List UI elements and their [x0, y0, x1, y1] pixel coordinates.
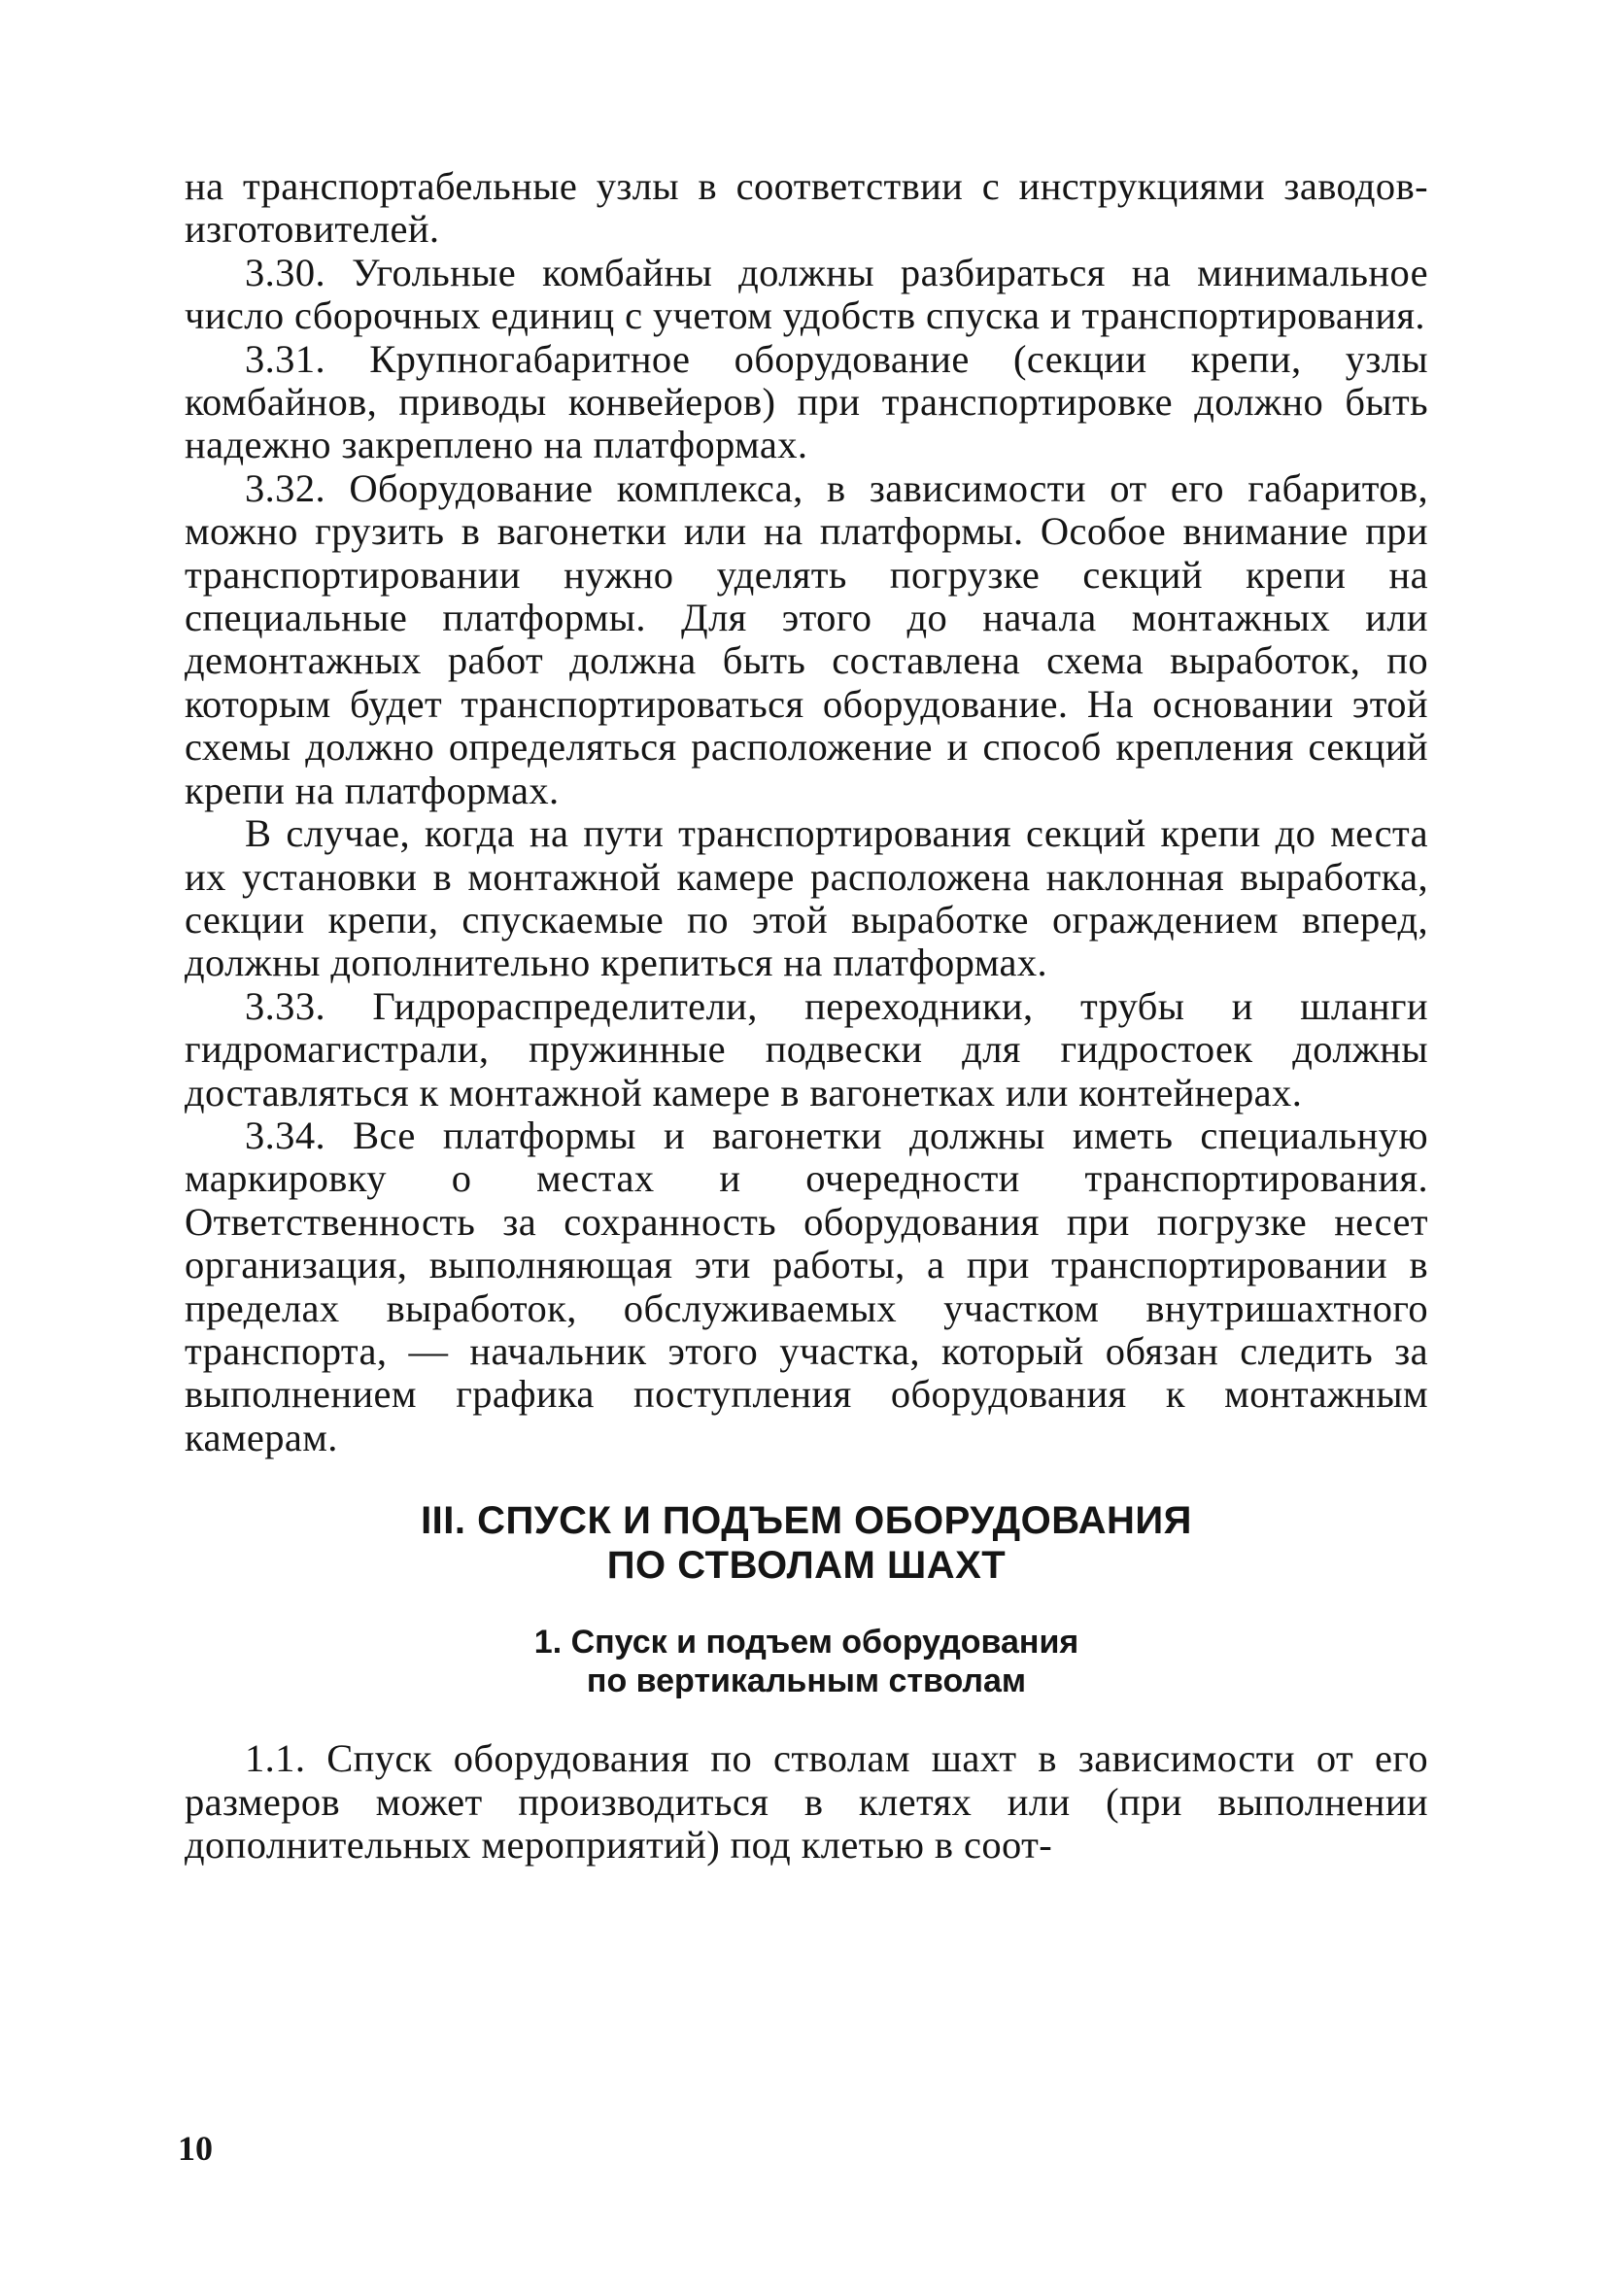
paragraph-3-34: 3.34. Все платформы и вагонетки должны иметь специальную маркировку о местах и очередности транспортирования. Ответственность за сохранность оборудования при погрузке несет организация, выполняющая эти работы, а при транспортировании в пределах выработок, обслуживаемых участком внутришахтного транспорта, — начальник этого участка, который обязан следить за выполнением графика поступления оборудования к монтажным камерам. — [185, 1113, 1428, 1459]
paragraph-3-32: 3.32. Оборудование комплекса, в зависимости от его габаритов, можно грузить в вагонетки или на платформы. Особое внимание при транспортировании нужно уделять погрузке секций крепи на специальные платформы. Для этого до начала монтажных или демонтажных работ должна быть составлена схема выработок, по которым будет транспортироваться оборудование. На основании этой схемы должно определяться расположение и способ крепления секций крепи на платформах. — [185, 465, 1428, 812]
paragraph-3-33: 3.33. Гидрораспределители, переходники, трубы и шланги гидромагистрали, пружинные подвески для гидростоек должны доставляться к монтажной камере в вагонетках или контейнерах. — [185, 983, 1428, 1114]
subsection-heading-line2: по вертикальным стволам — [586, 1662, 1027, 1700]
page-number: 10 — [178, 2129, 213, 2168]
paragraph-continuation: на транспортабельные узлы в соответствии с инструкциями заводов-изготовителей. — [185, 164, 1428, 252]
paragraph-3-32-cont: В случае, когда на пути транспортирования секций крепи до места их установки в монтажной камере расположена наклонная выработка, секции крепи, спускаемые по этой выработке ограждением вперед, должны дополнительно крепиться на платформах. — [185, 811, 1428, 985]
section-heading — [185, 1498, 1428, 1588]
subsection-heading — [185, 1623, 1428, 1700]
paragraph-3-30: 3.30. Угольные комбайны должны разбираться на минимальное число сборочных единиц с учетом удобств спуска и транспортирования. — [185, 250, 1428, 338]
section-heading-line1: III. СПУСК И ПОДЪЕМ ОБОРУДОВАНИЯ — [421, 1499, 1192, 1543]
paragraph-1-1: 1.1. Спуск оборудования по стволам шахт в зависимости от его размеров может производиться в клетях или (при выполнении дополнительных мероприятий) под клетью в соот- — [185, 1736, 1428, 1867]
paragraph-3-31: 3.31. Крупногабаритное оборудование (секции крепи, узлы комбайнов, приводы конвейеров) при транспортировке должно быть надежно закреплено на платформах. — [185, 336, 1428, 467]
section-heading-line2: ПО СТВОЛАМ ШАХТ — [606, 1544, 1007, 1588]
page-body — [185, 165, 1428, 1867]
subsection-heading-line1: 1. Спуск и подъем оборудования — [533, 1624, 1079, 1662]
